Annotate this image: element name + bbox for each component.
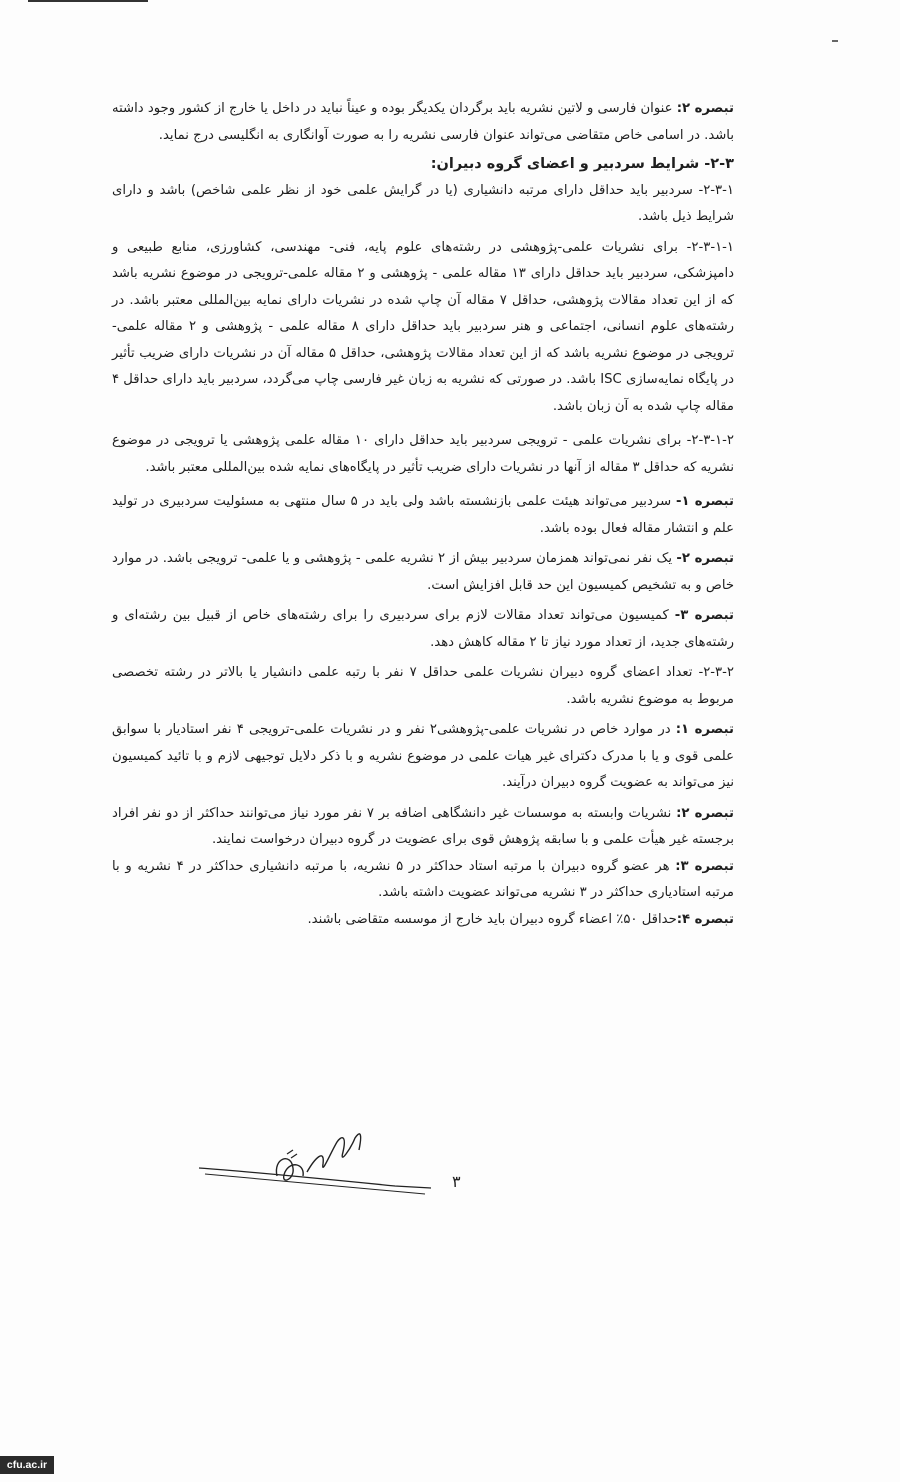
note-1-board: تبصره ۱: در موارد خاص در نشریات علمی-پژوهشی۲ نفر و در نشریات علمی-ترویجی ۴ نفر استادیار با سوابق علمی قوی و یا با مدرک دکترای غیر هیات علمی در موضوع نشریه و با ذکر دلایل توجیهی لازم و با تائید کمیسیون نیز می‌تواند به عضویت گروه دبیران درآیند.	[112, 722, 734, 790]
note-2-editor: تبصره ۲- یک نفر نمی‌تواند همزمان سردبیر بیش از ۲ نشریه علمی - پژوهشی و یا علمی- ترویجی باشد. در موارد خاص و به تشخیص کمیسیون این حد قابل افزایش است.	[112, 551, 734, 593]
section-heading: ۲-۳- شرایط سردبیر و اعضای گروه دبیران:	[430, 156, 734, 172]
note-4-board: تبصره ۴:حداقل ۵۰٪ اعضاء گروه دبیران باید خارج از موسسه متقاضی باشند.	[307, 911, 734, 927]
note-1-editor: تبصره ۱- سردبیر می‌تواند هیئت علمی بازنشسته باشد ولی باید در ۵ سال منتهی به مسئولیت سردبیری در تولید علم و انتشار مقاله فعال بوده باشد.	[112, 494, 735, 536]
clause-2-3-2: ۲-۳-۲- تعداد اعضای گروه دبیران نشریات علمی حداقل ۷ نفر با رتبه علمی دانشیار یا بالاتر در رشته تخصصی مربوط به موضوع نشریه باشد.	[112, 665, 734, 707]
clause-2-3-1: ۲-۳-۱- سردبیر باید حداقل دارای مرتبه دانشیاری (یا در گرایش علمی خود از نظر علمی شاخص) باشد و دارای شرایط ذیل باشد.	[112, 182, 734, 224]
note-3-editor: تبصره ۳- کمیسیون می‌تواند تعداد مقالات لازم برای سردبیری را برای رشته‌های خاص از قبیل بین رشته‌ای و رشته‌های جدید، از تعداد مورد نیاز تا ۲ مقاله کاهش دهد.	[112, 608, 734, 650]
note-3-board: تبصره ۳: هر عضو گروه دبیران با مرتبه استاد حداکثر در ۵ نشریه، با مرتبه دانشیاری حداکثر در ۴ نشریه و با مرتبه استادیاری حداکثر در ۳ نشریه می‌تواند عضویت داشته باشد.	[112, 858, 734, 900]
page-number: ۳	[452, 1172, 461, 1191]
site-watermark: cfu.ac.ir	[0, 1456, 54, 1474]
top-rule	[28, 0, 148, 2]
note-2-title: تبصره ۲: عنوان فارسی و لاتین نشریه باید برگردان یکدیگر بوده و عیناً نباید در داخل یا خارج از کشور وجود داشته باشد. در اسامی خاص متقاضی می‌تواند عنوان فارسی نشریه را به صورت آوانگاری به انگلیسی درج نماید.	[112, 101, 734, 143]
signature-scribble	[195, 1128, 435, 1218]
note-2-board: تبصره ۲: نشریات وابسته به موسسات غیر دانشگاهی اضافه بر ۷ نفر مورد نیاز می‌توانند حداکثر از دو نفر افراد برجسته غیر هیأت علمی و با سابقه پژوهش قوی برای عضویت در گروه دبیران درخواست نمایند.	[112, 805, 734, 847]
corner-mark	[832, 40, 838, 42]
document-body	[112, 96, 734, 933]
clause-2-3-1-1: ۲-۳-۱-۱- برای نشریات علمی-پژوهشی در رشته‌های علوم پایه، فنی- مهندسی، کشاورزی، منابع طبیعی و دامپزشکی، سردبیر باید حداقل دارای ۱۳ مقاله علمی - پژوهشی و ۲ مقاله علمی-ترویجی در موضوع نشریه باشد که از این تعداد مقالات پژوهشی، حداقل ۷ مقاله آن چاپ شده در نشریات دارای نمایه بین‌المللی معتبر باشد. در رشته‌های علوم انسانی، اجتماعی و هنر سردبیر باید حداقل دارای ۸ مقاله علمی - پژوهشی و ۲ مقاله علمی-ترویجی در موضوع نشریه باشد که از این تعداد مقالات پژوهشی، حداقل ۵ مقاله آن در نشریات دارای ضریب تأثیر در پایگاه نمایه‌سازی ISC باشد. در صورتی که نشریه به زبان غیر فارسی چاپ می‌گردد، سردبیر باید دارای حداقل ۴ مقاله چاپ شده به آن زبان باشد.	[112, 239, 735, 414]
clause-2-3-1-2: ۲-۳-۱-۲- برای نشریات علمی - ترویجی سردبیر باید حداقل دارای ۱۰ مقاله علمی پژوهشی یا ترویجی در موضوع نشریه که حداقل ۳ مقاله از آنها در نشریات دارای ضریب تأثیر در پایگاه‌های نمایه شده بین‌المللی معتبر باشد.	[112, 433, 734, 475]
